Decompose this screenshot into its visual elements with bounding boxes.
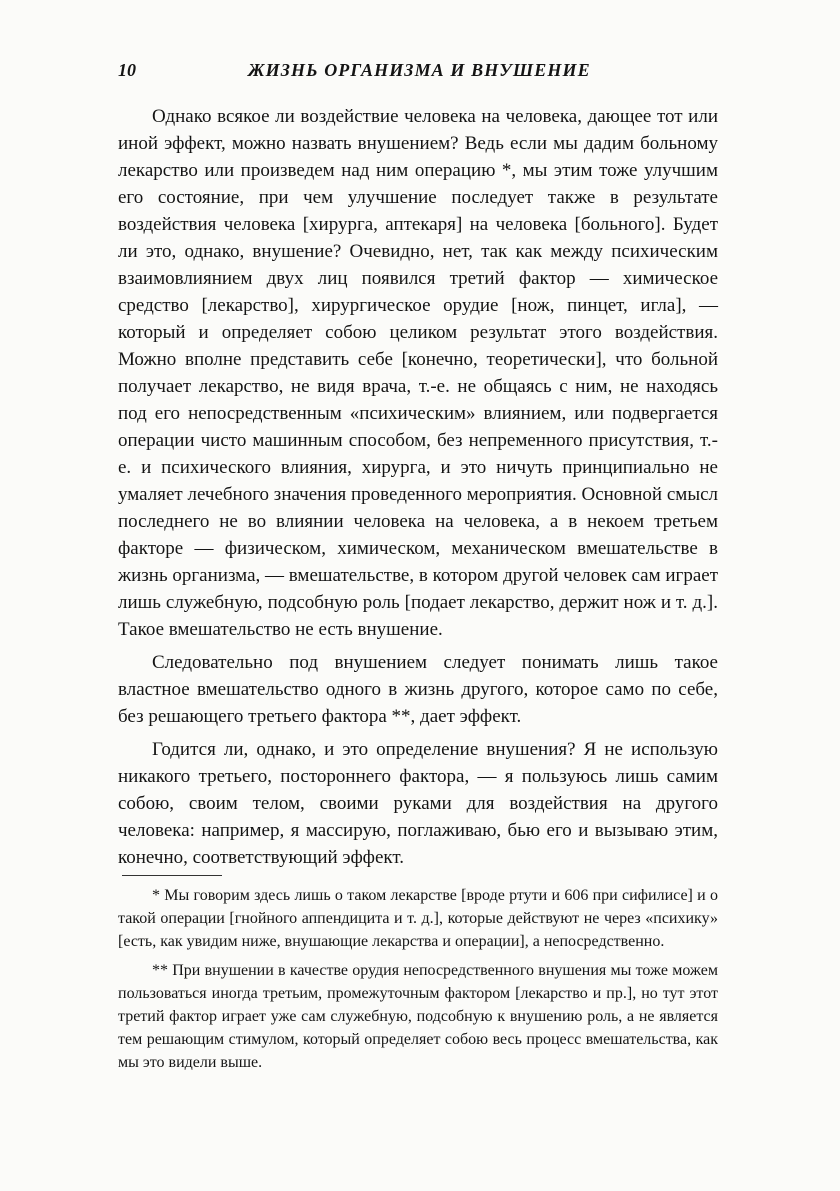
main-text <box>118 103 718 871</box>
footnote-separator <box>122 875 222 876</box>
running-title: ЖИЗНЬ ОРГАНИЗМА И ВНУШЕНИЕ <box>248 60 591 80</box>
page-header <box>118 60 718 86</box>
paragraph: Однако всякое ли воздействие человека на человека, дающее тот или иной эффект, можно назвать внушением? Ведь если мы дадим больному лекарство или произведем над ним операцию *, мы этим тоже улучшим его состояние, при чем улучшение последует также в результате воздействия человека [хирурга, аптекаря] на человека [больного]. Будет ли это, однако, внушение? Очевидно, нет, так как между психическим взаимовлиянием двух лиц появился третий фактор — химическое средство [лекарство], хирургическое орудие [нож, пинцет, игла], — который и определяет собою целиком результат этого воздействия. Можно вполне представить себе [конечно, теоретически], что больной получает лекарство, не видя врача, т.-е. не общаясь с ним, не находясь под его непосредственным «психическим» влиянием, или подвергается операции чисто машинным способом, без непременного присутствия, т.-е. и психического влияния, хирурга, и это ничуть принципиально не умаляет лечебного значения проведенного мероприятия. Основной смысл последнего не во влиянии человека на человека, а в некоем третьем факторе — физическом, химическом, механическом вмешательстве в жизнь организма, — вмешательстве, в котором другой человек сам играет лишь служебную, подсобную роль [подает лекарство, держит нож и т. д.]. Такое вмешательство не есть внушение. <box>118 106 718 640</box>
footnote: * Мы говорим здесь лишь о таком лекарстве [вроде ртути и 606 при сифилисе] и о такой операции [гнойного аппендицита и т. д.], которые действуют не через «психику» [есть, как увидим ниже, внушающие лекарства и операции], а непосредственно. <box>118 887 718 950</box>
footnote: ** При внушении в качестве орудия непосредственного внушения мы тоже можем пользоваться иногда третьим, промежуточным фактором [лекарство и пр.], но тут этот третий фактор играет уже сам служебную, подсобную к внушению роль, а не является тем решающим стимулом, который определяет собою весь процесс вмешательства, как мы это видели выше. <box>118 962 718 1071</box>
footnotes <box>118 884 718 1074</box>
page-number: 10 <box>118 60 136 80</box>
paragraph: Следовательно под внушением следует понимать лишь такое властное вмешательство одного в жизнь другого, которое само по себе, без решающего третьего фактора **, дает эффект. <box>118 652 718 727</box>
paragraph: Годится ли, однако, и это определение внушения? Я не использую никакого третьего, постороннего фактора, — я пользуюсь лишь самим собою, своим телом, своими руками для воздействия на другого человека: например, я массирую, поглаживаю, бью его и вызываю этим, конечно, соответствующий эффект. <box>118 739 718 868</box>
